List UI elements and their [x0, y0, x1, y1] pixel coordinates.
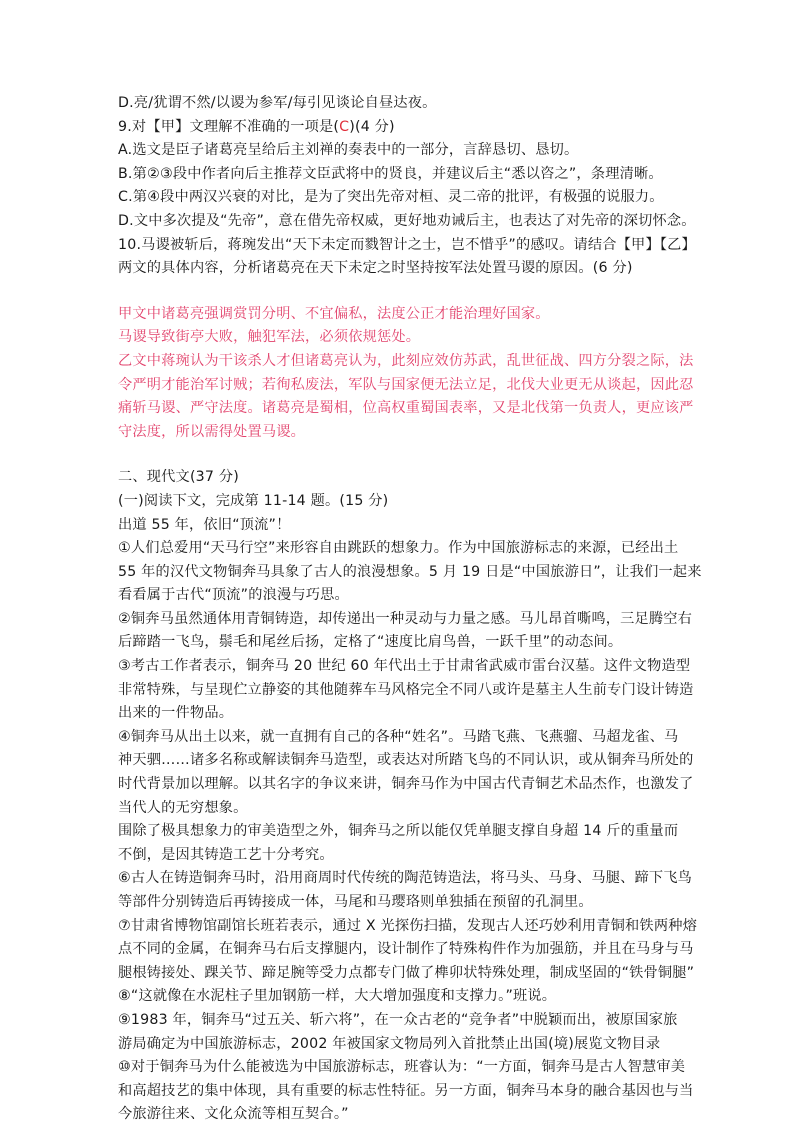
body-line: ⑥古人在铸造铜奔马时，沿用商周时代传统的陶范铸造法，将马头、马身、马腿、蹄下飞鸟 — [118, 870, 693, 887]
q10-stem-line2: 两文的具体内容，分析诸葛亮在天下未定之时坚持按军法处置马谡的原因。(6 分) — [118, 260, 633, 277]
q9-stem-after: )(4 分) — [349, 118, 395, 135]
body-line: 时代背景加以理解。以其名字的争议来讲，铜奔马作为中国古代青铜艺术品杰作，也激发了 — [118, 776, 694, 793]
handwritten-answer — [118, 303, 694, 445]
body-line: 围除了极具想象力的审美造型之外，铜奔马之所以能仅凭单腿支撑自身超 14 斤的重量而 — [118, 823, 679, 840]
body-line: 看看属于古代“顶流”的浪漫与巧思。 — [118, 587, 349, 604]
body-line: 出来的一件物品。 — [118, 705, 234, 722]
answer-line: 马谡导致街亭大败，触犯军法，必须依规惩处。 — [118, 329, 421, 346]
article-title: 出道 55 年，依旧“顶流”！ — [118, 516, 291, 533]
body-line: ⑩对于铜奔马为什么能被选为中国旅游标志，班睿认为：“一方面，铜奔马是古人智慧审美 — [118, 1059, 686, 1076]
q9-option-d: D.文中多次提及“先帝”，意在借先帝权威，更好地劝诫后主，也表达了对先帝的深切怀念。 — [118, 212, 696, 229]
q9-stem — [118, 116, 682, 140]
body-line: ②铜奔马虽然通体用青铜铸造，却传递出一种灵动与力量之感。马儿昂首嘶鸣，三足腾空右 — [118, 610, 693, 627]
q9-option-a: A.选文是臣子诸葛亮呈给后主刘禅的奏表中的一部分，言辞恳切、恳切。 — [118, 142, 579, 159]
body-line: 腿根铸接处、踝关节、蹄足腕等受力点都专门做了榫卯状特殊处理，制成坚固的“铁骨铜腿” — [118, 964, 695, 981]
body-line: 不倒，是因其铸造工艺十分考究。 — [118, 846, 334, 863]
body-line: ①人们总爱用“天马行空”来形容自由跳跃的想象力。作为中国旅游标志的来源，已经出土 — [118, 540, 679, 557]
body-line: ⑨1983 年，铜奔马“过五关、斩六将”，在一众古老的“竞争者”中脱颖而出，被原国家旅 — [118, 1011, 678, 1028]
answer-line: 令严明才能治军讨贼；若徇私废法，军队与国家便无法立足，北伐大业更无从谈起，因此忍 — [118, 376, 694, 393]
answer-line: 甲文中诸葛亮强调赏罚分明、不宜偏私，法度公正才能治理好国家。 — [118, 305, 550, 322]
body-line: 非常特殊，与呈现伫立静姿的其他随葬车马风格完全不同八或许是墓主人生前专门设计铸造 — [118, 681, 694, 698]
body-line: 55 年的汉代文物铜奔马具象了古人的浪漫想象。5 月 19 日是“中国旅游日”，让我们一起来 — [118, 563, 702, 580]
body-line: 今旅游往来、文化众流等相互契合。” — [118, 1106, 349, 1123]
body-line: 神天驷……诸多名称或解读铜奔马造型，或表达对所踏飞鸟的不同认识，或从铜奔马所处的 — [118, 752, 694, 769]
reading-instruction: (一)阅读下文，完成第 11-14 题。(15 分) — [118, 492, 389, 509]
article-body — [118, 537, 702, 1127]
q9-option-c: C.第④段中两汉兴衰的对比，是为了突出先帝对桓、灵二帝的批评，有极强的说服力。 — [118, 189, 664, 206]
answer-line: 乙文中蒋琬认为干该杀人才但诸葛亮认为，此刻应效仿苏武，乱世征战、四方分裂之际，法 — [118, 352, 694, 369]
body-line: 当代人的无穷想象。 — [118, 799, 248, 816]
answer-line: 守法度，所以需得处置马谡。 — [118, 423, 306, 440]
q9-answer-mark: C — [339, 118, 350, 135]
q9-stem-before: 9.对【甲】文理解不准确的一项是( — [118, 118, 340, 135]
answer-line: 痛斩马谡、严守法度。诸葛亮是蜀相，位高权重蜀国表率，又是北伐第一负责人，更应该严 — [118, 400, 694, 417]
body-line: ④铜奔马从出土以来，就一直拥有自己的各种“姓名”。马踏飞燕、飞燕骝、马超龙雀、马 — [118, 728, 679, 745]
body-line: ⑧“这就像在水泥柱子里加钢筋一样，大大增加强度和支撑力。”班说。 — [118, 988, 557, 1005]
body-line: 等部件分别铸造后再铸接成一体，马尾和马璎珞则单独插在预留的孔洞里。 — [118, 894, 593, 910]
body-line: 和高超技艺的集中体现，具有重要的标志性特征。另一方面，铜奔马本身的融合基因也与当 — [118, 1082, 694, 1099]
body-line: ⑦甘肃省博物馆副馆长班若表示，通过 X 光探伤扫描，发现古人还巧妙利用青铜和铁两种熔 — [118, 917, 697, 934]
body-line: 点不同的金属，在铜奔马右后支撑腿内，设计制作了特殊构件作为加强筋，并且在马身与马 — [118, 941, 694, 958]
q9-option-b: B.第②③段中作者向后主推荐文臣武将中的贤良，并建议后主“悉以咨之”，条理清晰。 — [118, 165, 663, 182]
body-line: 后蹄踏一飞鸟，鬃毛和尾丝后扬，定格了“速度比肩鸟兽，一跃千里”的动态间。 — [118, 634, 623, 651]
q8-option-d: D.亮/犹谓不然/以谡为参军/每引见谈论自昼达夜。 — [118, 95, 437, 111]
body-line: 游局确定为中国旅游标志，2002 年被国家文物局列入首批禁止出国(境)展览文物目录 — [118, 1035, 661, 1052]
body-line: ③考古工作者表示，铜奔马 20 世纪 60 年代出土于甘肃省武威市雷台汉墓。这件文物造型 — [118, 658, 691, 675]
q10-stem-line1: 10.马谡被斩后，蒋琬发出“天下未定而戮智计之士，岂不惜乎”的感叹。请结合【甲】【乙】 — [118, 236, 696, 253]
section-heading: 二、现代文(37 分) — [118, 469, 239, 486]
